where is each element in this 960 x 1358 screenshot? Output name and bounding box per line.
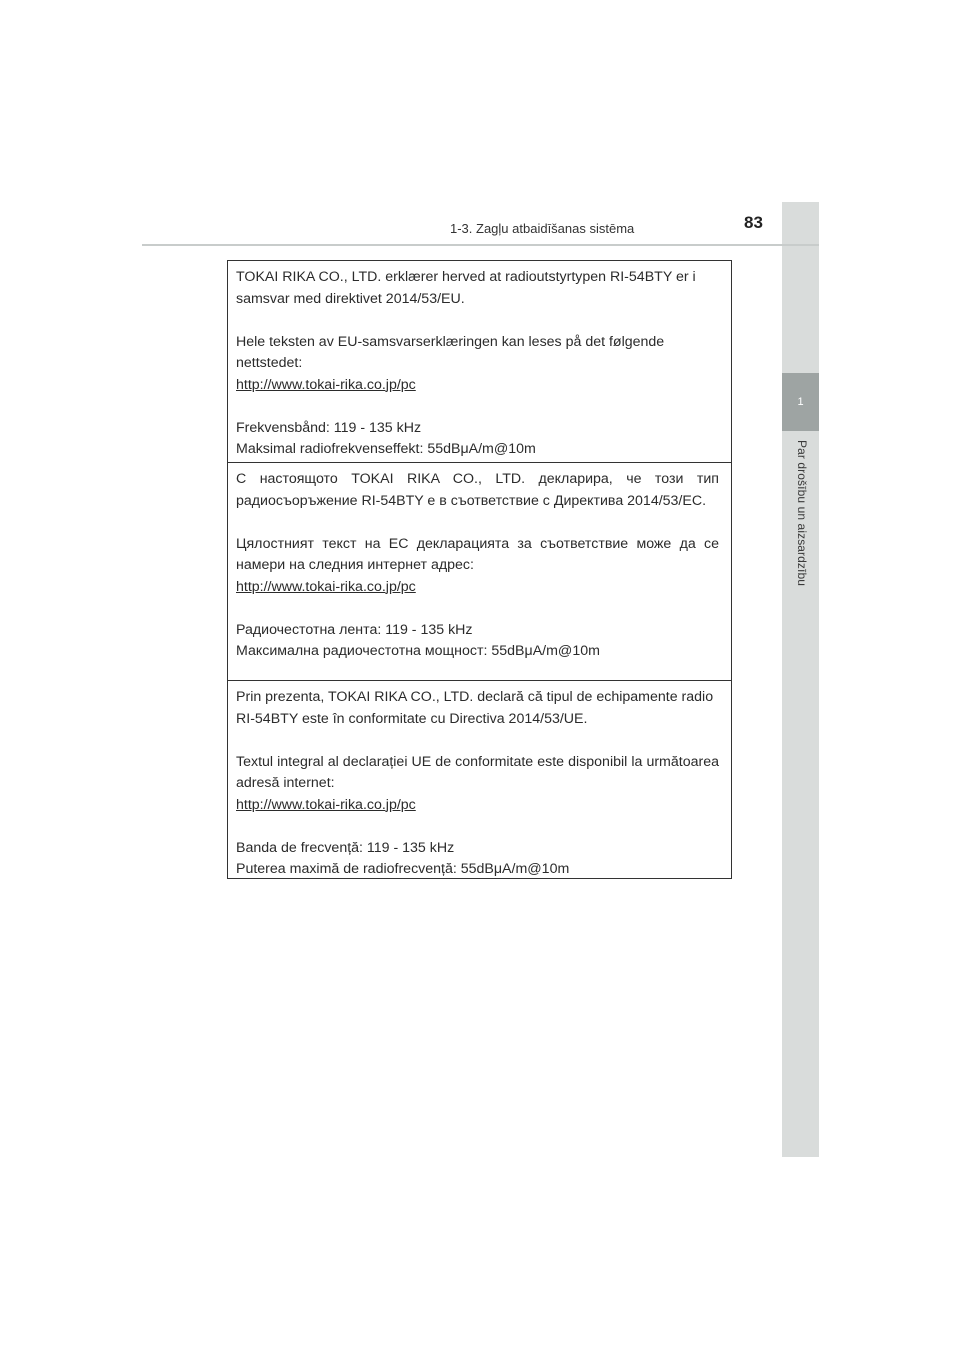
declaration-text: TOKAI RIKA CO., LTD. erklærer herved at radioutstyrtypen RI-54BTY er i samsvar med direktivet 2014/53/EU. [236, 269, 696, 307]
chapter-title: Par drošību un aizsardzību [795, 440, 809, 587]
max-power: Maksimal radiofrekvenseffekt: 55dBμA/m@10m [236, 441, 536, 457]
header-rule [142, 244, 819, 246]
full-text-note: Цялостният текст на ЕС декларацията за съответствие може да се намери на следния интернет адрес: [236, 535, 719, 573]
declarations-box [227, 260, 732, 879]
declaration-url-link[interactable]: http://www.tokai-rika.co.jp/pc [236, 578, 416, 595]
page-number: 83 [744, 213, 763, 232]
section-title: 1-3. Zagļu atbaidīšanas sistēma [450, 221, 635, 236]
declaration-text: Prin prezenta, TOKAI RIKA CO., LTD. declară că tipul de echipamente radio RI-54BTY este în conformitate cu Directiva 2014/53/UE. [236, 689, 714, 727]
frequency-band: Радиочестотна лента: 119 - 135 kHz [236, 621, 473, 638]
max-power: Puterea maximă de radiofrecvență: 55dBμA/m@10m [236, 861, 570, 877]
full-text-note: Hele teksten av EU-samsvarserklæringen kan leses på det følgende nettstedet: [236, 333, 665, 371]
frequency-band: Banda de frecvență: 119 - 135 kHz [236, 839, 455, 856]
chapter-number: 1 [797, 396, 804, 408]
chapter-number-tab[interactable] [782, 373, 819, 431]
declaration-block-norwegian [228, 261, 731, 462]
declaration-text: С настоящото TOKAI RIKA CO., LTD. декларира, че този тип радиосъоръжение RI-54BTY е в съответствие с Директива 2014/53/ЕС. [236, 471, 719, 509]
declaration-url-link[interactable]: http://www.tokai-rika.co.jp/pc [236, 796, 416, 813]
frequency-band: Frekvensbånd: 119 - 135 kHz [236, 419, 422, 436]
declaration-block-bulgarian [228, 462, 731, 680]
declaration-block-romanian [228, 680, 731, 878]
full-text-note: Textul integral al declarației UE de conformitate este disponibil la următoarea adresă internet: [236, 753, 719, 791]
declaration-url-link[interactable]: http://www.tokai-rika.co.jp/pc [236, 376, 416, 393]
max-power: Максимална радиочестотна мощност: 55dBμA/m@10m [236, 643, 600, 659]
